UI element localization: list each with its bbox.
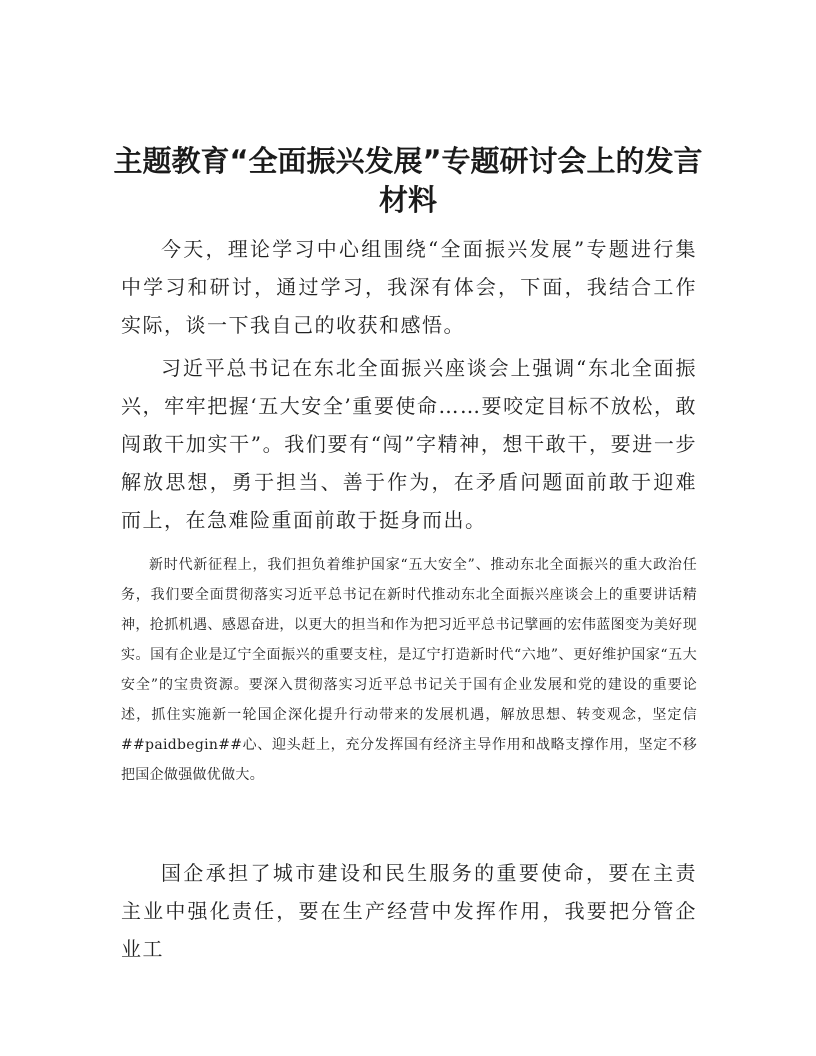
paragraph-new-era: 新时代新征程上，我们担负着维护国家“五大安全”、推动东北全面振兴的重大政治任务，我们要全面贯彻落实习近平总书记在新时代推动东北全面振兴座谈会上的重要讲话精神，抢抓机遇、感恩奋进，以更大的担当和作为把习近平总书记擘画的宏伟蓝图变为美好现实。国有企业是辽宁全面振兴的重要支柱，是辽宁打造新时代“六地”、更好维护国家“五大安全”的宝贵资源。要深入贯彻落实习近平总书记关于国有企业发展和党的建设的重要论述，抓住实施新一轮国企深化提升行动带来的发展机遇，解放思想、转变观念，坚定信##paidbegin##心、迎头赶上，充分发挥国有经济主导作用和战略支撑作用，坚定不移把国企做强做优做大。 <box>121 557 697 783</box>
paragraph-intro: 今天，理论学习中心组围绕“全面振兴发展”专题进行集中学习和研讨，通过学习，我深有体会，下面，我结合工作实际，谈一下我自己的收获和感悟。 <box>121 237 697 337</box>
paragraph-state-enterprise: 国企承担了城市建设和民生服务的重要使命，要在主责主业中强化责任，要在生产经营中发挥作用，我要把分管企业工 <box>121 861 697 961</box>
paragraph-speech-quote: 习近平总书记在东北全面振兴座谈会上强调“东北全面振兴，牢牢把握‘五大安全’重要使命……要咬定目标不放松，敢闯敢干加实干”。我们要有“闯”字精神，想干敢干，要进一步解放思想，勇于担当、善于作为，在矛盾问题面前敢于迎难而上，在急难险重面前敢于挺身而出。 <box>121 356 697 532</box>
document-title: 主题教育“全面振兴发展”专题研讨会上的发言材料 <box>113 144 703 217</box>
